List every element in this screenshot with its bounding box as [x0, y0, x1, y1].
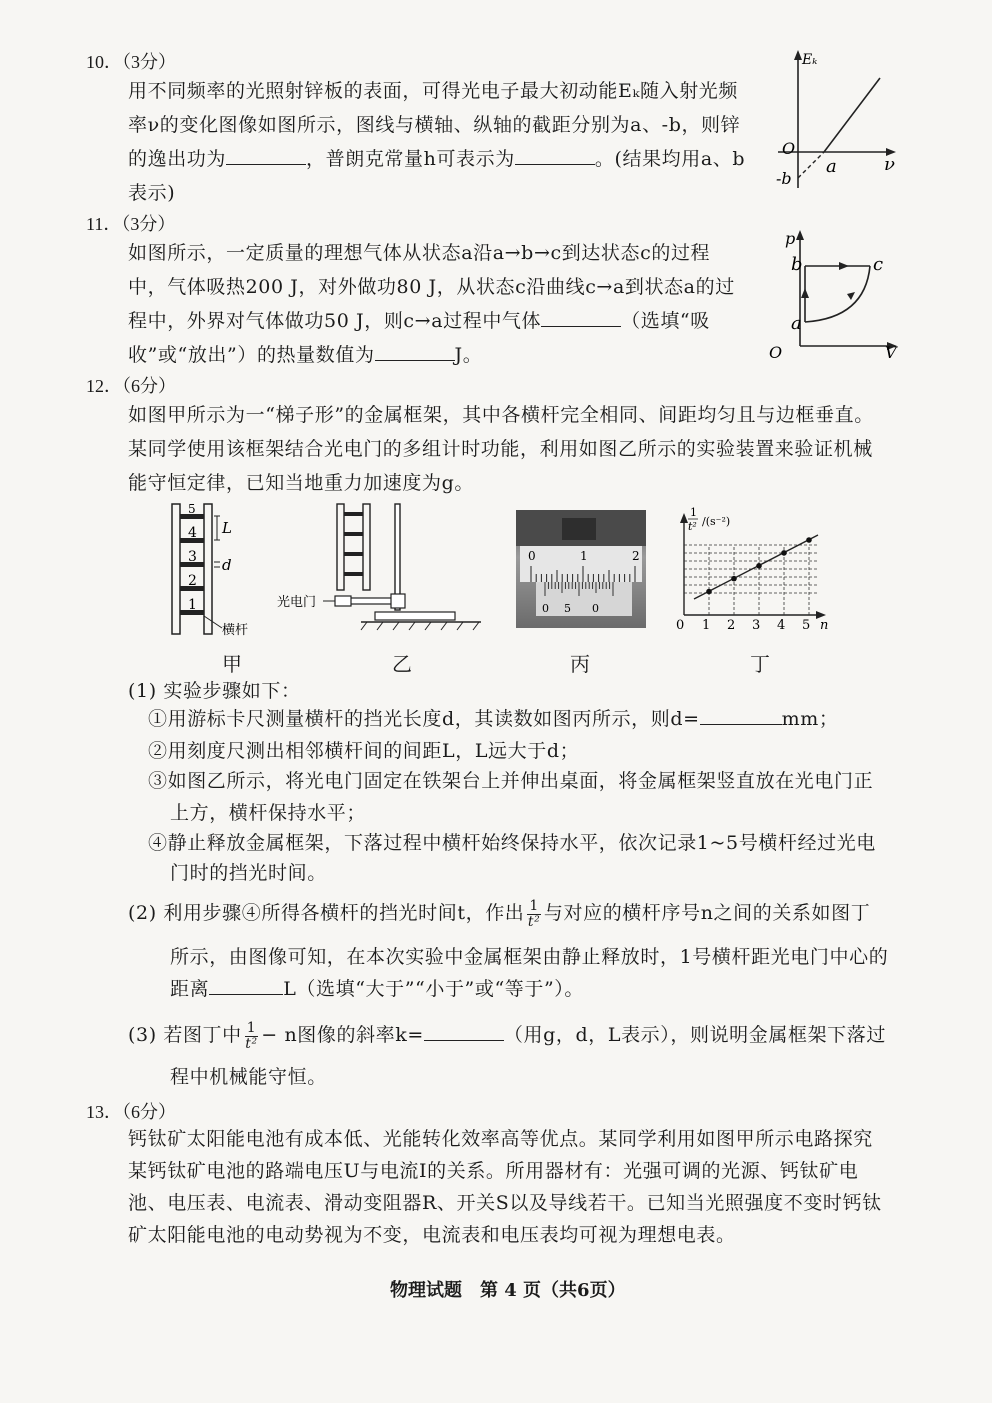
ding-data-point — [806, 537, 812, 543]
q12-step2-line3 — [170, 972, 584, 1006]
q12-blank-d-reading[interactable] — [700, 704, 782, 725]
caliper-jaw — [562, 518, 596, 540]
hatch-6 — [441, 622, 447, 630]
q11-number: 11．（3分） — [86, 214, 176, 234]
fig-bing-caliper — [516, 510, 646, 628]
ding-data-point — [756, 563, 762, 569]
q10-number: 10．（3分） — [86, 52, 176, 72]
q12-blank-slope[interactable] — [424, 1020, 504, 1041]
hatch-1 — [361, 622, 367, 630]
q10-dashed-line — [798, 152, 824, 178]
ding-x-tick-4: 4 — [777, 618, 786, 633]
ding-x-tick-2: 2 — [727, 618, 736, 633]
step2-text-a: (2) 利用步骤④所得各横杆的挡光时间t，作出 — [128, 902, 525, 924]
rung-pointer — [204, 616, 222, 628]
hatch-4 — [409, 622, 415, 630]
q11-path-ca — [805, 266, 870, 322]
q10-line-2: 率ν的变化图像如图所示，图线与横轴、纵轴的截距分别为a、-b，则锌 — [128, 114, 741, 136]
q12-intro-2: 某同学使用该框架结合光电门的多组计时功能，利用如图乙所示的实验装置来验证机械 — [128, 438, 873, 460]
step2-text-d: L（选填“大于”“小于”或“等于”）。 — [283, 978, 585, 1000]
ding-guide-lines — [684, 545, 818, 615]
main-scale-label-0: 0 — [528, 549, 536, 563]
q11-c-label: c — [873, 254, 884, 275]
q11-line-1: 如图所示，一定质量的理想气体从状态a沿a→b→c到达状态c的过程 — [128, 242, 711, 264]
q10-ek-graph — [770, 48, 910, 198]
hatch-8 — [473, 622, 479, 630]
rung-pointer-label: 横杆 — [222, 623, 249, 638]
setup-ladder-right — [363, 504, 370, 590]
q10-origin-label: O — [782, 139, 796, 158]
setup-ladder-left — [337, 504, 344, 590]
q12-step1-3b: 上方，横杆保持水平； — [170, 802, 367, 824]
q12-step3-line2: 程中机械能守恒。 — [170, 1066, 327, 1088]
q10-line-4: 表示) — [128, 182, 176, 204]
step3-text-a: (3) 若图丁中 — [128, 1024, 242, 1046]
q12-step3-line1 — [128, 1018, 886, 1052]
q11-text-a: 程中，外界对气体做功50 J，则c→a过程中气体 — [128, 310, 542, 332]
setup-rung-2 — [344, 572, 363, 576]
ding-x-label: n — [820, 618, 829, 633]
q11-blank-absorb-release[interactable] — [541, 306, 621, 327]
q11-line-3 — [128, 304, 710, 338]
ding-y-den: t² — [688, 520, 697, 533]
step1-1-text: ①用游标卡尺测量横杆的挡光长度d，其读数如图丙所示，则d= — [148, 708, 700, 730]
ding-y-unit: /(s⁻²) — [702, 515, 731, 528]
q11-origin-label: O — [769, 343, 783, 362]
page-footer: 物理试题 第 4 页（共6页） — [390, 1280, 626, 1301]
stand-clamp — [391, 594, 405, 608]
ding-y-num: 1 — [690, 506, 697, 519]
q10-y-intercept-label: -b — [776, 169, 792, 188]
step1-1-unit: mm； — [781, 708, 839, 730]
q12-number: 12．（6分） — [86, 376, 176, 396]
vernier-label-5: 5 — [564, 602, 571, 615]
q11-blank-heat[interactable] — [375, 340, 455, 361]
dim-d-label: d — [222, 556, 232, 574]
step2-fraction — [527, 899, 541, 930]
q10-line-1: 用不同频率的光照射锌板的表面，可得光电子最大初动能Eₖ随入射光频 — [128, 80, 739, 102]
hatch-5 — [425, 622, 431, 630]
step3-fraction — [245, 1021, 259, 1052]
q10-text-c: 。(结果均用a、b — [594, 148, 746, 170]
setup-rung-5 — [344, 512, 363, 516]
setup-rung-4 — [344, 532, 363, 536]
q11-y-arrow — [796, 230, 804, 240]
q12-step2-line1 — [128, 896, 870, 930]
q12-intro-3: 能守恒定律，已知当地重力加速度为g。 — [128, 472, 474, 494]
main-scale-label-1: 1 — [580, 549, 588, 563]
step3-frac-den: t² — [245, 1035, 258, 1052]
step2-frac-den: t² — [527, 913, 541, 930]
step3-frac-num: 1 — [246, 1019, 257, 1036]
q13-line-1: 钙钛矿太阳能电池有成本低、光能转化效率高等优点。某同学利用如图甲所示电路探究 — [128, 1128, 873, 1150]
ladder-left-rail — [172, 504, 180, 634]
q12-step1-2: ②用刻度尺测出相邻横杆间的间距L，L远大于d； — [148, 740, 580, 762]
q13-line-3: 池、电压表、电流表、滑动变阻器R、开关S以及导线若干。已知当光照强度不变时钙钛 — [128, 1192, 882, 1214]
q11-line-4 — [128, 338, 482, 372]
q10-y-arrow — [794, 50, 802, 60]
hatch-7 — [457, 622, 463, 630]
q12-step1-4a: ④静止释放金属框架，下落过程中横杆始终保持水平，依次记录1~5号横杆经过光电 — [148, 832, 876, 854]
fig-ding-graph — [672, 505, 832, 635]
q12-blank-compare[interactable] — [209, 974, 283, 995]
rung-label-3: 3 — [188, 549, 197, 565]
q11-text-d: J。 — [454, 344, 483, 366]
hatch-2 — [377, 622, 383, 630]
dim-L-label: L — [222, 519, 232, 537]
setup-rung-3 — [344, 552, 363, 556]
q11-text-b: （选填“吸 — [621, 310, 710, 332]
q10-ek-line — [824, 78, 880, 152]
q11-arrow-ca — [847, 292, 855, 300]
ding-data-point — [706, 589, 712, 595]
step2-text-b: 与对应的横杆序号n之间的关系如图丁 — [543, 902, 871, 924]
ding-x-tick-1: 1 — [702, 618, 711, 633]
fig-jia-caption: 甲 — [222, 652, 242, 676]
q10-x-intercept-label: a — [826, 156, 837, 177]
rung-label-4: 4 — [188, 525, 197, 541]
q13-number: 13．（6分） — [86, 1102, 176, 1122]
step2-text-c: 距离 — [170, 978, 210, 1000]
q11-x-label: V — [885, 343, 897, 362]
q12-step1-4b: 门时的挡光时间。 — [170, 862, 327, 884]
hatch-3 — [393, 622, 399, 630]
q10-line-3 — [128, 142, 745, 176]
fig-jia-ladder — [160, 500, 270, 640]
q10-y-label: Eₖ — [802, 52, 818, 68]
q12-step1-1 — [148, 702, 839, 736]
rung-label-5: 5 — [188, 502, 196, 516]
q12-step1-title: (1) 实验步骤如下： — [128, 680, 301, 702]
q11-line-2: 中，气体吸热200 J，对外做功80 J，从状态c沿曲线c→a到状态a的过 — [128, 276, 735, 298]
q13-line-4: 矿太阳能电池的电动势视为不变，电流表和电压表均可视为理想电表。 — [128, 1224, 736, 1246]
vernier-label-0: 0 — [542, 602, 549, 615]
vernier-strip — [536, 582, 632, 616]
rung-label-1: 1 — [188, 597, 197, 613]
ding-data-point — [731, 576, 737, 582]
q11-arrow-ab — [801, 288, 809, 298]
q13-line-2: 某钙钛矿电池的路端电压U与电流I的关系。所用器材有：光强可调的光源、钙钛矿电 — [128, 1160, 859, 1182]
stand-base — [375, 612, 455, 620]
q12-step1-3a: ③如图乙所示，将光电门固定在铁架台上并伸出桌面，将金属框架竖直放在光电门正 — [148, 770, 874, 792]
photogate-head — [335, 596, 351, 606]
rung-label-2: 2 — [188, 573, 197, 589]
q11-text-c: 收”或“放出”）的热量数值为 — [128, 344, 375, 366]
q12-step2-line2: 所示，由图像可知，在本次实验中金属框架由静止释放时，1号横杆距光电门中心的 — [170, 946, 889, 968]
q11-y-label: p — [785, 229, 796, 248]
fig-yi-setup — [275, 500, 485, 635]
q10-text-a: 的逸出功为 — [128, 148, 227, 170]
ding-fit-line — [694, 535, 818, 599]
fig-yi-caption: 乙 — [392, 652, 412, 676]
q11-arrow-bc — [839, 262, 849, 270]
q10-x-label: ν — [884, 154, 895, 175]
q11-b-label: b — [791, 254, 803, 275]
step2-frac-num: 1 — [529, 897, 539, 914]
q10-text-b: ，普朗克常量h可表示为 — [306, 148, 515, 170]
q10-blank-work-function[interactable] — [226, 144, 306, 165]
main-scale-label-2: 2 — [632, 549, 640, 563]
ding-y-arrow — [680, 513, 688, 523]
photogate-label: 光电门 — [277, 595, 317, 610]
fig-bing-caption: 丙 — [570, 652, 590, 676]
ding-x-tick-0: 0 — [676, 618, 685, 633]
ding-data-point — [781, 550, 787, 556]
fig-ding-caption: 丁 — [750, 652, 770, 676]
q10-blank-planck[interactable] — [515, 144, 595, 165]
q12-intro-1: 如图甲所示为一“梯子形”的金属框架，其中各横杆完全相同、间距均匀且与边框垂直。 — [128, 404, 874, 426]
step3-text-b: − n图像的斜率k= — [261, 1024, 424, 1046]
vernier-label-10: 0 — [592, 602, 599, 615]
ding-x-tick-3: 3 — [752, 618, 761, 633]
ladder-right-rail — [204, 504, 212, 634]
q11-pv-graph — [765, 222, 905, 362]
ding-x-tick-5: 5 — [802, 618, 811, 633]
step3-text-c: （用g，d，L表示），则说明金属框架下落过 — [503, 1024, 886, 1046]
q11-a-label: a — [791, 313, 802, 334]
